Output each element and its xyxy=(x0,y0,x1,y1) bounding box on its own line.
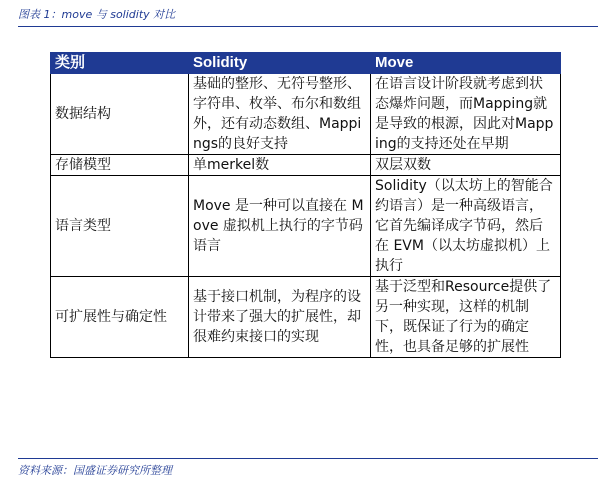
source-divider xyxy=(18,458,598,459)
table-row xyxy=(51,155,561,176)
table-row xyxy=(51,176,561,277)
table-row xyxy=(51,277,561,358)
source-note: 资料来源：国盛证券研究所整理 xyxy=(18,464,172,477)
row-solidity-cell: Move 是一种可以直接在 Move 虚拟机上执行的字节码语言 xyxy=(189,176,371,277)
row-category: 数据结构 xyxy=(51,74,189,155)
figure-caption: 图表 1：move 与 solidity 对比 xyxy=(18,8,176,21)
caption-divider xyxy=(18,26,598,27)
row-move-cell: 在语言设计阶段就考虑到状态爆炸问题，而Mapping就是导致的根源，因此对Mapping的支持还处在早期 xyxy=(371,74,561,155)
row-move-cell: 双层双数 xyxy=(371,155,561,176)
row-solidity-cell: 基于接口机制，为程序的设计带来了强大的扩展性，却很难约束接口的实现 xyxy=(189,277,371,358)
row-solidity-cell: 单merkel数 xyxy=(189,155,371,176)
row-move-cell: Solidity（以太坊上的智能合约语言）是一种高级语言，它首先编译成字节码，然后在 EVM（以太坊虚拟机）上执行 xyxy=(371,176,561,277)
table-header-row xyxy=(51,53,561,74)
row-category: 存储模型 xyxy=(51,155,189,176)
header-solidity: Solidity xyxy=(189,53,371,74)
row-category: 可扩展性与确定性 xyxy=(51,277,189,358)
row-category: 语言类型 xyxy=(51,176,189,277)
row-solidity-cell: 基础的整形、无符号整形、字符串、枚举、布尔和数组外，还有动态数组、Mappings的良好支持 xyxy=(189,74,371,155)
table-row xyxy=(51,74,561,155)
row-move-cell: 基于泛型和Resource提供了另一种实现，这样的机制下，既保证了行为的确定性，也具备足够的扩展性 xyxy=(371,277,561,358)
header-category: 类别 xyxy=(51,53,189,74)
comparison-table xyxy=(50,52,561,358)
header-move: Move xyxy=(371,53,561,74)
